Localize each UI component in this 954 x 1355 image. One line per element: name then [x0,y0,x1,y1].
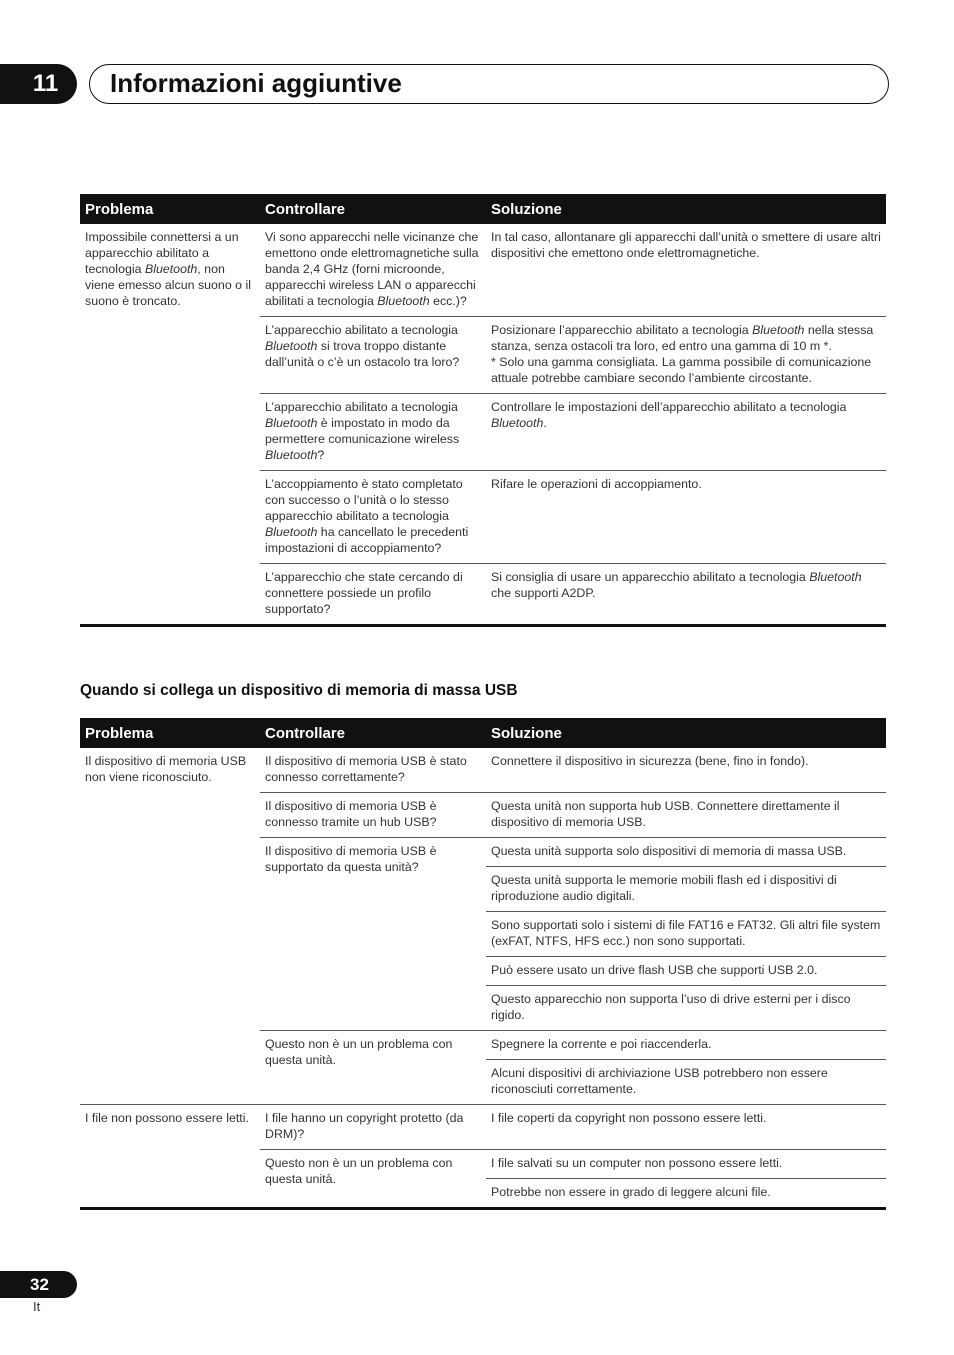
page-number-badge: 32 [0,1271,77,1298]
check-cell: Il dispositivo di memoria USB è connesso tramite un hub USB? [260,793,486,838]
check-cell: L’apparecchio abilitato a tecnologia Bluetooth è impostato in modo da permettere comunicazione wireless Bluetooth? [260,394,486,471]
solution-cell: Posizionare l’apparecchio abilitato a tecnologia Bluetooth nella stessa stanza, senza ostacoli tra loro, ed entro una gamma di 10 m *. * Solo una gamma consigliata. La gamma possibile di comunicazione attuale potrebbe cambiare secondo l’ambiente circostante. [486,317,886,394]
header-solution: Soluzione [486,194,886,224]
solution-cell: Può essere usato un drive flash USB che supporti USB 2.0. [486,957,886,986]
solution-cell: Spegnere la corrente e poi riaccenderla. [486,1031,886,1060]
check-cell: Il dispositivo di memoria USB è supportato da questa unità? [260,838,486,1031]
solution-cell: Potrebbe non essere in grado di leggere alcuni file. [486,1179,886,1209]
problem-cell: Impossibile connettersi a un apparecchio abilitato a tecnologia Bluetooth, non viene emesso alcun suono o il suono è troncato. [85,230,251,308]
header-check: Controllare [260,194,486,224]
table-row [80,1105,886,1150]
check-cell: Il dispositivo di memoria USB è stato connesso correttamente? [265,754,467,784]
table-row [80,748,886,793]
problem-cell: I file non possono essere letti. [80,1105,260,1209]
check-cell: L’accoppiamento è stato completato con successo o l’unità o lo stesso apparecchio abilitato a tecnologia Bluetooth ha cancellato le precedenti impostazioni di accoppiamento? [260,471,486,564]
check-cell: Questo non è un un problema con questa unità. [260,1150,486,1209]
solution-cell: I file salvati su un computer non possono essere letti. [486,1150,886,1179]
section-title-usb: Quando si collega un dispositivo di memoria di massa USB [80,682,518,699]
usb-troubleshooting-table [80,718,886,1210]
solution-cell: Questa unità non supporta hub USB. Connettere direttamente il dispositivo di memoria USB. [486,793,886,838]
header-problem: Problema [80,718,260,748]
bluetooth-troubleshooting-table [80,194,886,627]
table-header-row [80,194,886,224]
header-problem: Problema [80,194,260,224]
table-row [80,224,886,317]
header-solution: Soluzione [486,718,886,748]
check-cell: I file hanno un copyright protetto (da DRM)? [260,1105,486,1150]
solution-cell: Alcuni dispositivi di archiviazione USB potrebbero non essere riconosciuti correttamente. [486,1060,886,1105]
check-cell: L’apparecchio che state cercando di connettere possiede un profilo supportato? [260,564,486,626]
solution-cell: Connettere il dispositivo in sicurezza (bene, fino in fondo). [491,754,809,768]
check-cell: Questo non è un un problema con questa unità. [260,1031,486,1105]
check-cell: L’apparecchio abilitato a tecnologia Bluetooth si trova troppo distante dall’unità o c’è un ostacolo tra loro? [260,317,486,394]
chapter-number-badge: 11 [0,64,77,104]
solution-cell: Questa unità supporta le memorie mobili flash ed i dispositivi di riproduzione audio digitali. [486,867,886,912]
chapter-title: Informazioni aggiuntive [89,64,889,104]
solution-cell: Controllare le impostazioni dell’apparecchio abilitato a tecnologia Bluetooth. [486,394,886,471]
solution-cell: In tal caso, allontanare gli apparecchi dall’unità o smettere di usare altri dispositivi che emettono onde elettromagnetiche. [491,230,881,260]
table-header-row [80,718,886,748]
solution-cell: Questa unità supporta solo dispositivi di memoria di massa USB. [486,838,886,867]
solution-cell: I file coperti da copyright non possono essere letti. [486,1105,886,1150]
check-cell: Vi sono apparecchi nelle vicinanze che emettono onde elettromagnetiche sulla banda 2,4 GHz (forni microonde, apparecchi wireless LAN o apparecchi abilitati a tecnologia Bluetooth ecc.)? [265,230,479,308]
solution-cell: Sono supportati solo i sistemi di file FAT16 e FAT32. Gli altri file system (exFAT, NTFS, HFS ecc.) non sono supportati. [486,912,886,957]
problem-cell: Il dispositivo di memoria USB non viene riconosciuto. [85,754,247,784]
solution-cell: Questo apparecchio non supporta l’uso di drive esterni per i disco rigido. [486,986,886,1031]
language-code: It [33,1299,41,1314]
header-check: Controllare [260,718,486,748]
solution-cell: Rifare le operazioni di accoppiamento. [486,471,886,564]
solution-cell: Si consiglia di usare un apparecchio abilitato a tecnologia Bluetooth che supporti A2DP. [486,564,886,626]
